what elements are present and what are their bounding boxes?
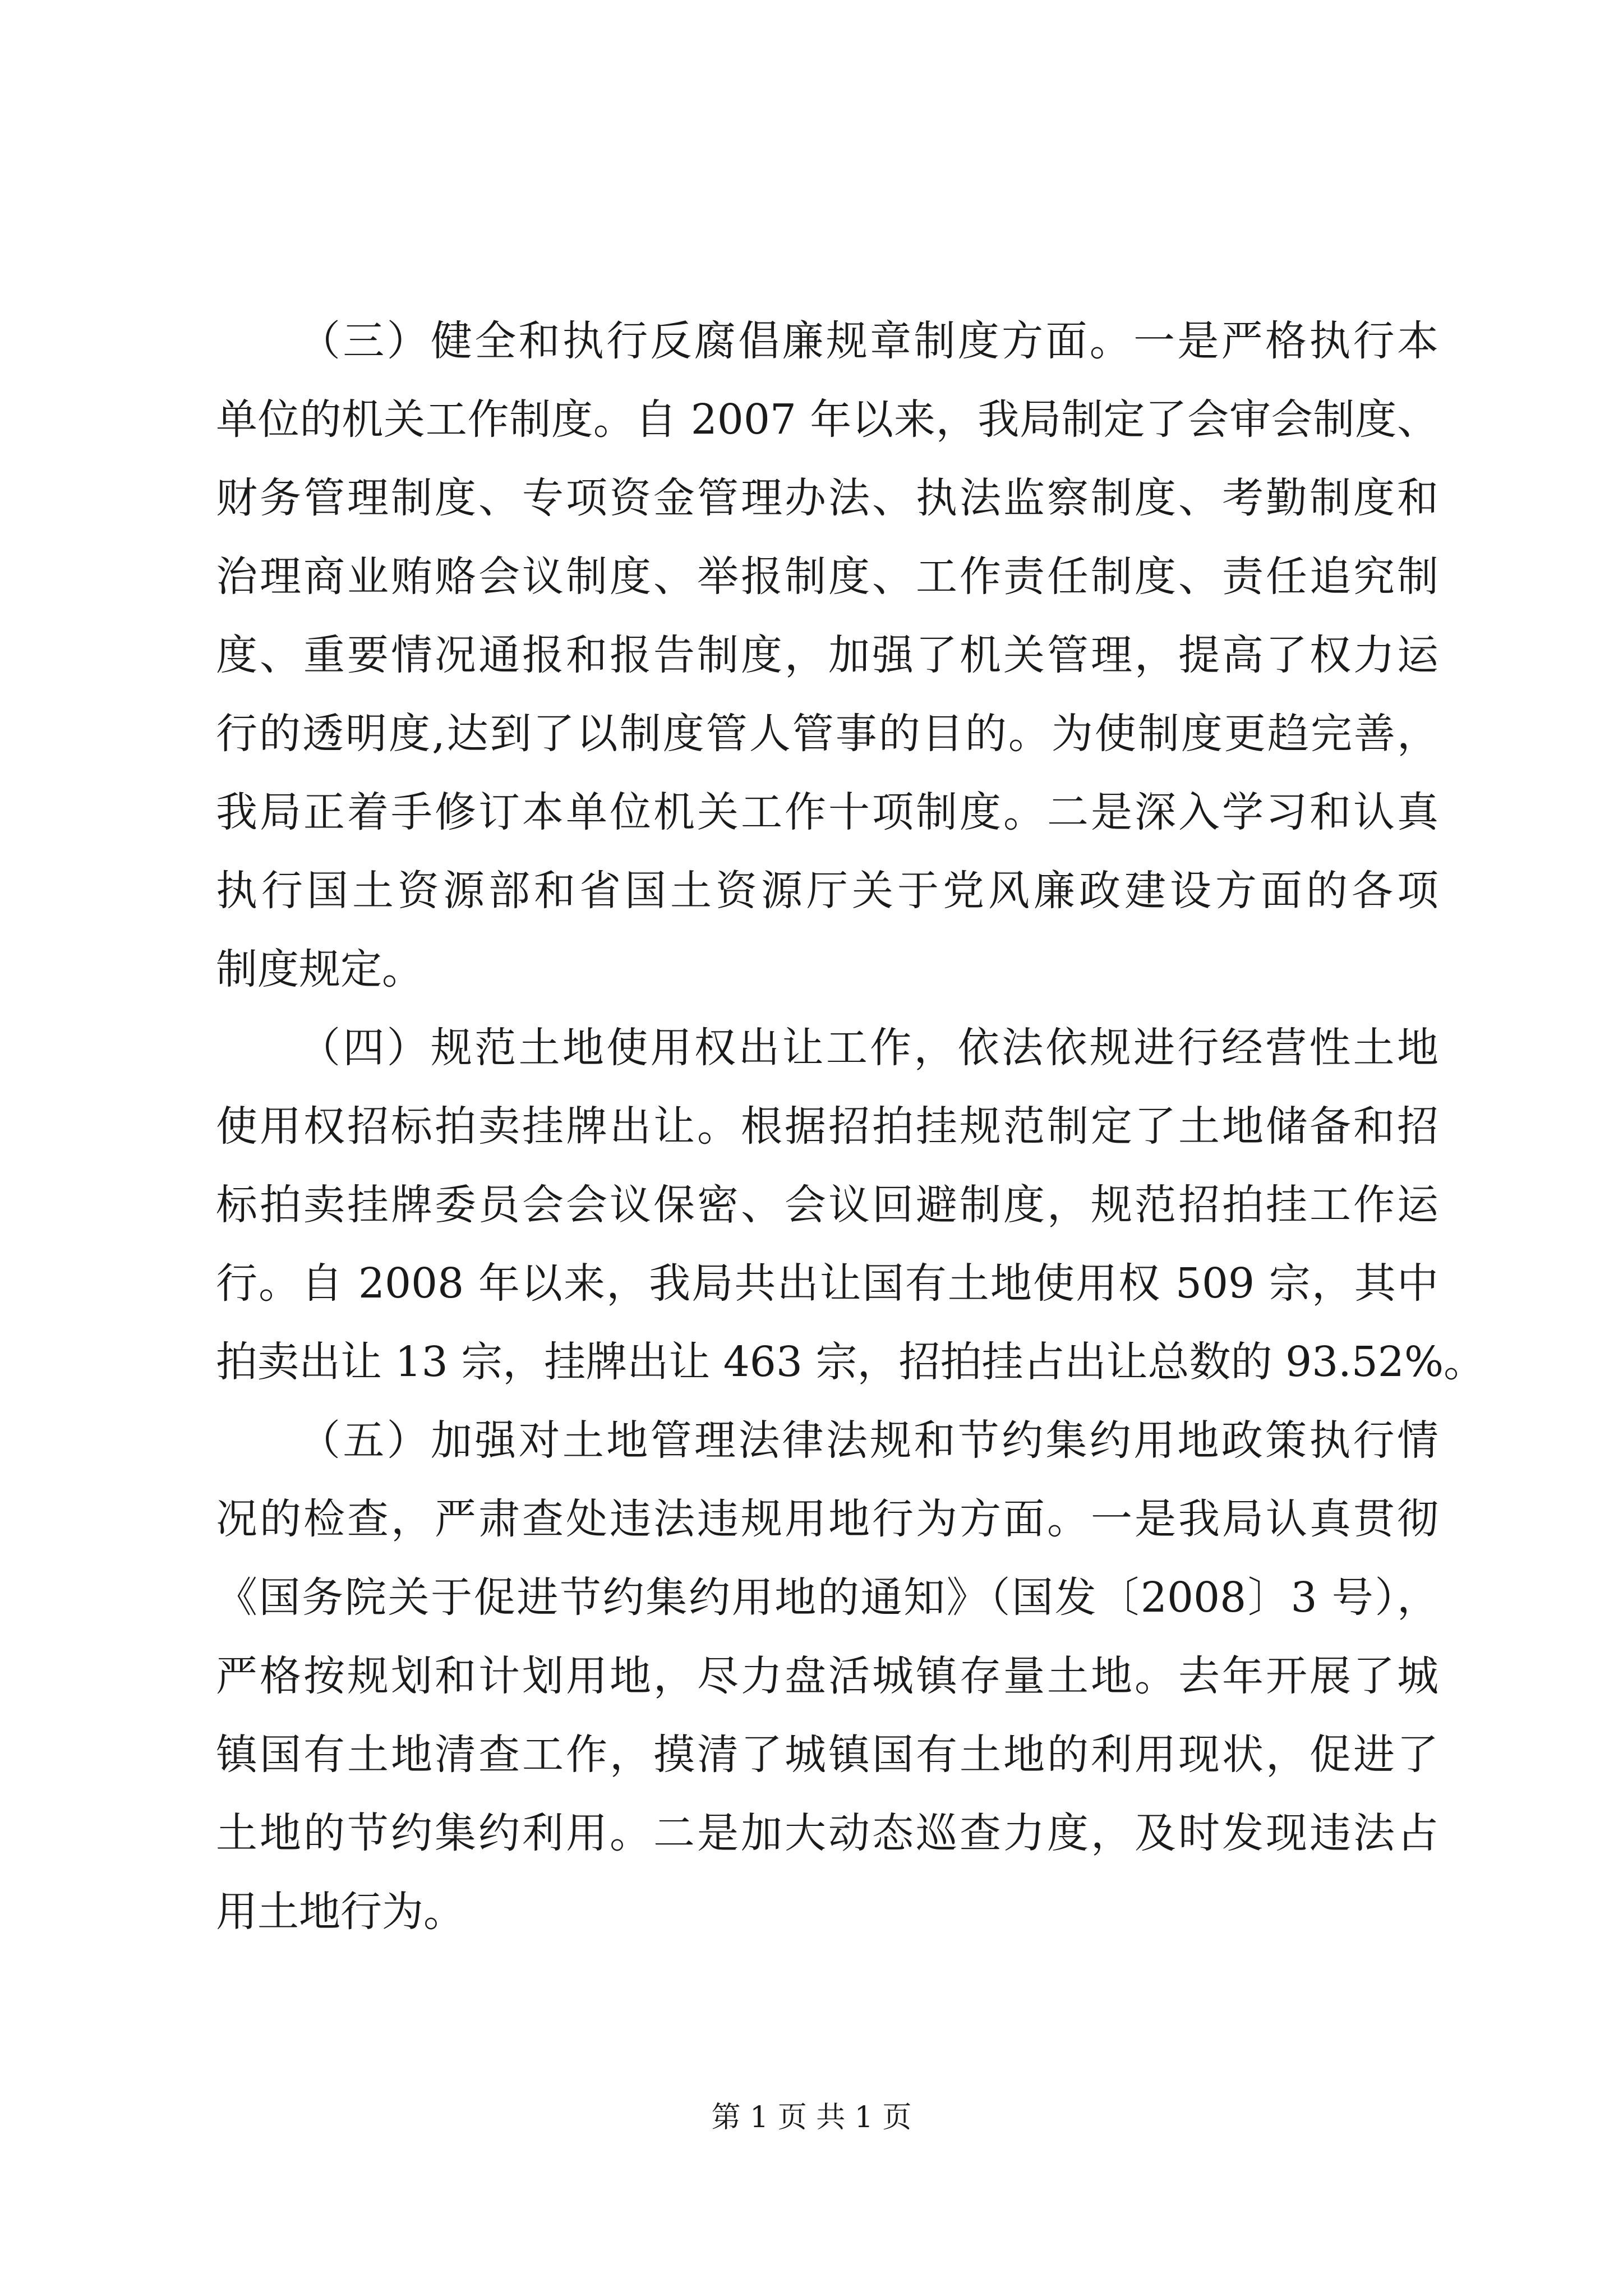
paragraph-line: 治理商业贿赂会议制度、举报制度、工作责任制度、责任追究制	[216, 553, 1438, 601]
paragraph-line: 标拍卖挂牌委员会会议保密、会议回避制度，规范招拍挂工作运	[216, 1181, 1438, 1229]
paragraph-line: 镇国有土地清查工作，摸清了城镇国有土地的利用现状，促进了	[216, 1731, 1438, 1779]
paragraph-line: （三）健全和执行反腐倡廉规章制度方面。一是严格执行本	[299, 317, 1438, 365]
paragraph-5-land-law-inspection	[216, 1401, 1438, 1951]
paragraph-line: 拍卖出让 13 宗，挂牌出让 463 宗，招拍挂占出让总数的 93.52%。	[216, 1338, 1486, 1386]
paragraph-4-land-use-transfer	[216, 1009, 1486, 1401]
paragraph-line: 用土地行为。	[216, 1888, 465, 1936]
paragraph-line: 况的检查，严肃查处违法违规用地行为方面。一是我局认真贯彻	[216, 1495, 1438, 1543]
page-number-footer: 第 1 页 共 1 页	[711, 2101, 912, 2134]
paragraph-line: （五）加强对土地管理法律法规和节约集约用地政策执行情	[299, 1416, 1438, 1465]
paragraph-line: 度、重要情况通报和报告制度，加强了机关管理，提高了权力运	[216, 631, 1438, 679]
paragraph-3-anti-corruption-rules	[216, 302, 1438, 1009]
paragraph-line: 行的透明度,达到了以制度管人管事的目的。为使制度更趋完善，	[216, 710, 1438, 758]
paragraph-line: 行。自 2008 年以来，我局共出让国有土地使用权 509 宗，其中	[216, 1259, 1438, 1308]
paragraph-line: 严格按规划和计划用地，尽力盘活城镇存量土地。去年开展了城	[216, 1652, 1438, 1700]
paragraph-line: 我局正着手修订本单位机关工作十项制度。二是深入学习和认真	[216, 788, 1438, 836]
document-body	[216, 302, 1486, 1951]
paragraph-line: （四）规范土地使用权出让工作，依法依规进行经营性土地	[299, 1024, 1438, 1072]
paragraph-line: 制度规定。	[216, 945, 423, 993]
paragraph-line: 财务管理制度、专项资金管理办法、执法监察制度、考勤制度和	[216, 474, 1438, 522]
paragraph-line: 单位的机关工作制度。自 2007 年以来，我局制定了会审会制度、	[216, 395, 1438, 444]
paragraph-line: 《国务院关于促进节约集约用地的通知》（国发〔2008〕3 号），	[216, 1573, 1438, 1622]
paragraph-line: 土地的节约集约利用。二是加大动态巡查力度，及时发现违法占	[216, 1809, 1438, 1857]
paragraph-line: 执行国土资源部和省国土资源厅关于党风廉政建设方面的各项	[216, 867, 1438, 915]
paragraph-line: 使用权招标拍卖挂牌出让。根据招拍挂规范制定了土地储备和招	[216, 1102, 1438, 1151]
